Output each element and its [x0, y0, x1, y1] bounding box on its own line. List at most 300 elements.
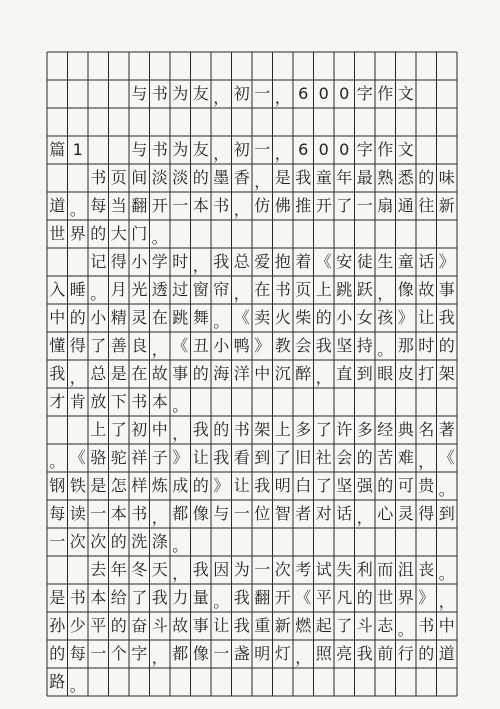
- grid-character: 最: [356, 168, 373, 187]
- grid-character: 本: [192, 196, 209, 215]
- grid-character: 小: [213, 336, 230, 355]
- grid-character: 初: [233, 140, 250, 159]
- grid-character: 我: [151, 588, 168, 607]
- grid-character: 中: [254, 364, 271, 383]
- grid-character: 驼: [110, 448, 127, 467]
- grid-character: 失: [336, 560, 353, 579]
- grid-character: 孩: [377, 308, 394, 327]
- grid-character: 帘: [213, 280, 230, 299]
- grid-character: 记: [90, 252, 107, 271]
- grid-character: 童: [315, 168, 332, 187]
- grid-character: 那: [397, 336, 414, 355]
- grid-character: 文: [397, 140, 414, 159]
- grid-character: 读: [69, 504, 86, 523]
- grid-character: 我: [438, 308, 455, 327]
- grid-character: 眼: [377, 364, 394, 383]
- grid-character: 经: [377, 420, 394, 439]
- grid-character: 一: [254, 560, 271, 579]
- grid-character: 与: [131, 84, 148, 103]
- grid-character: 得: [110, 252, 127, 271]
- grid-character: 个: [110, 644, 127, 663]
- grid-character: 灯: [274, 644, 291, 663]
- grid-character: 道: [49, 196, 66, 215]
- grid-character: 一: [90, 644, 107, 663]
- grid-character: ，: [151, 508, 168, 527]
- grid-character: 一: [233, 504, 250, 523]
- grid-character: 每: [49, 504, 66, 523]
- grid-character: 间: [131, 168, 148, 187]
- grid-character: 。: [397, 620, 414, 639]
- grid-character: 0: [318, 84, 329, 103]
- grid-character: 时: [418, 336, 435, 355]
- grid-character: 冬: [131, 560, 148, 579]
- grid-character: ，: [172, 564, 189, 583]
- grid-character: 我: [192, 560, 209, 579]
- grid-character: 我: [213, 448, 230, 467]
- grid-character: 大: [110, 224, 127, 243]
- grid-character: 洗: [131, 532, 148, 551]
- grid-character: 。: [438, 480, 455, 499]
- grid-character: 开: [315, 196, 332, 215]
- grid-character: 篇: [49, 140, 66, 159]
- grid-character: 会: [295, 336, 312, 355]
- grid-character: ，: [213, 144, 230, 163]
- grid-character: 睡: [69, 280, 86, 299]
- grid-character: 灵: [131, 308, 148, 327]
- grid-character: 了: [336, 196, 353, 215]
- grid-character: ，: [233, 200, 250, 219]
- grid-character: 1: [72, 140, 83, 159]
- grid-character: 我: [192, 420, 209, 439]
- grid-character: 》: [254, 336, 271, 355]
- grid-character: 是: [90, 476, 107, 495]
- grid-character: 考: [295, 560, 312, 579]
- grid-character: 志: [377, 616, 394, 635]
- grid-character: 初: [131, 420, 148, 439]
- grid-character: 火: [274, 308, 291, 327]
- grid-character: 本: [151, 392, 168, 411]
- grid-character: 因: [213, 560, 230, 579]
- grid-character: 我: [254, 476, 271, 495]
- grid-character: 话: [336, 504, 353, 523]
- grid-character: 与: [131, 140, 148, 159]
- grid-character: 在: [254, 280, 271, 299]
- grid-character: 一: [213, 644, 230, 663]
- grid-character: 涤: [151, 532, 168, 551]
- grid-character: 香: [233, 168, 250, 187]
- grid-character: 一: [49, 532, 66, 551]
- grid-character: 典: [397, 420, 414, 439]
- grid-character: 故: [418, 280, 435, 299]
- grid-character: 0: [318, 140, 329, 159]
- grid-character: 是: [110, 364, 127, 383]
- grid-character: 学: [151, 252, 168, 271]
- grid-character: 而: [377, 560, 394, 579]
- grid-character: 都: [172, 644, 189, 663]
- grid-character: 中: [151, 420, 168, 439]
- grid-character: 坚: [336, 336, 353, 355]
- grid-character: 难: [397, 448, 414, 467]
- grid-character: 了: [131, 588, 148, 607]
- grid-character: 了: [274, 448, 291, 467]
- grid-character: 0: [339, 84, 350, 103]
- grid-character: ，: [438, 592, 455, 611]
- grid-character: ，: [295, 648, 312, 667]
- grid-character: 舞: [192, 308, 209, 327]
- grid-character: 明: [254, 644, 271, 663]
- grid-character: 的: [315, 308, 332, 327]
- grid-character: 为: [172, 84, 189, 103]
- grid-character: 亮: [336, 644, 353, 663]
- grid-character: 名: [418, 420, 435, 439]
- grid-character: 我: [233, 588, 250, 607]
- grid-character: 一: [356, 196, 373, 215]
- grid-character: 钢: [49, 476, 66, 495]
- grid-character: 淡: [172, 168, 189, 187]
- grid-character: 界: [397, 588, 414, 607]
- grid-character: 到: [356, 364, 373, 383]
- grid-character: 善: [110, 336, 127, 355]
- grid-character: 鸭: [233, 336, 250, 355]
- grid-character: 开: [274, 588, 291, 607]
- grid-character: 的: [438, 336, 455, 355]
- grid-character: 下: [110, 392, 127, 411]
- grid-character: 佛: [274, 196, 291, 215]
- grid-character: 去: [90, 560, 107, 579]
- grid-character: 持: [356, 336, 373, 355]
- grid-character: 会: [336, 448, 353, 467]
- grid-character: 让: [418, 308, 435, 327]
- grid-character: 世: [49, 224, 66, 243]
- grid-character: 字: [131, 644, 148, 663]
- grid-character: 的: [356, 588, 373, 607]
- grid-character: 作: [377, 140, 394, 159]
- grid-character: 徒: [356, 252, 373, 271]
- grid-character: 。: [69, 200, 86, 219]
- grid-character: 。: [69, 676, 86, 695]
- grid-character: 故: [172, 616, 189, 635]
- grid-character: 在: [151, 308, 168, 327]
- grid-character: 每: [90, 196, 107, 215]
- grid-character: 灵: [397, 504, 414, 523]
- grid-character: 坚: [336, 476, 353, 495]
- grid-character: 作: [377, 84, 394, 103]
- grid-character: 话: [418, 252, 435, 271]
- grid-character: 海: [213, 364, 230, 383]
- grid-character: 书: [274, 280, 291, 299]
- grid-character: 骆: [90, 448, 107, 467]
- grid-character: 着: [295, 252, 312, 271]
- grid-character: 我: [295, 168, 312, 187]
- grid-character: 炼: [151, 476, 168, 495]
- grid-character: 本: [110, 504, 127, 523]
- grid-character: 。: [213, 312, 230, 331]
- grid-character: 味: [438, 168, 455, 187]
- grid-character: 时: [172, 252, 189, 271]
- grid-character: 我: [315, 336, 332, 355]
- grid-character: 熟: [377, 168, 394, 187]
- grid-character: 光: [131, 280, 148, 299]
- grid-character: 书: [151, 84, 168, 103]
- grid-character: 架: [254, 420, 271, 439]
- grid-character: 书: [90, 168, 107, 187]
- grid-character: ，: [315, 368, 332, 387]
- grid-character: 让: [213, 616, 230, 635]
- grid-character: 的: [213, 420, 230, 439]
- grid-character: 6: [298, 140, 309, 159]
- grid-character: 懂: [49, 336, 66, 355]
- grid-character: 总: [90, 364, 107, 383]
- grid-character: 精: [110, 308, 127, 327]
- grid-character: 。: [213, 592, 230, 611]
- grid-character: ，: [418, 452, 435, 471]
- grid-character: 沉: [274, 364, 291, 383]
- grid-character: 的: [377, 476, 394, 495]
- grid-character: 世: [377, 588, 394, 607]
- grid-character: 一: [90, 504, 107, 523]
- grid-character: ，: [213, 88, 230, 107]
- grid-character: 童: [397, 252, 414, 271]
- grid-character: 了: [315, 420, 332, 439]
- grid-character: 凡: [336, 588, 353, 607]
- grid-character: 故: [151, 364, 168, 383]
- grid-character: 路: [49, 672, 66, 691]
- grid-character: 像: [192, 644, 209, 663]
- grid-character: 得: [418, 504, 435, 523]
- grid-character: 的: [49, 644, 66, 663]
- grid-character: 智: [274, 504, 291, 523]
- grid-character: 翻: [131, 196, 148, 215]
- grid-character: 抱: [274, 252, 291, 271]
- grid-character: 我: [49, 364, 66, 383]
- grid-character: 书: [233, 420, 250, 439]
- grid-character: 《: [233, 308, 250, 327]
- grid-character: 》: [418, 588, 435, 607]
- grid-character: 页: [110, 168, 127, 187]
- grid-character: 仿: [254, 196, 271, 215]
- grid-character: 对: [315, 504, 332, 523]
- grid-character: 的: [418, 168, 435, 187]
- grid-character: 丧: [418, 560, 435, 579]
- grid-character: ，: [356, 508, 373, 527]
- grid-character: 的: [110, 616, 127, 635]
- grid-character: 许: [336, 420, 353, 439]
- grid-character: 放: [90, 392, 107, 411]
- grid-character: 我: [356, 644, 373, 663]
- grid-character: 往: [418, 196, 435, 215]
- grid-character: 新: [438, 196, 455, 215]
- grid-character: 《: [69, 448, 86, 467]
- grid-character: 小: [131, 252, 148, 271]
- grid-character: 良: [131, 336, 148, 355]
- grid-character: 是: [274, 168, 291, 187]
- grid-character: 书: [131, 392, 148, 411]
- grid-character: 重: [254, 616, 271, 635]
- grid-character: 书: [418, 616, 435, 635]
- grid-character: 悉: [397, 168, 414, 187]
- grid-character: 是: [49, 588, 66, 607]
- grid-character: 醉: [295, 364, 312, 383]
- grid-character: ，: [274, 88, 291, 107]
- grid-character: 次: [274, 560, 291, 579]
- grid-character: 墨: [213, 168, 230, 187]
- grid-character: 《: [172, 336, 189, 355]
- grid-character: 像: [397, 280, 414, 299]
- grid-character: 中: [49, 308, 66, 327]
- grid-character: ，: [69, 368, 86, 387]
- grid-character: 透: [151, 280, 168, 299]
- grid-character: 书: [131, 504, 148, 523]
- grid-character: 年: [336, 168, 353, 187]
- grid-character: 强: [356, 476, 373, 495]
- grid-character: 才: [49, 392, 66, 411]
- grid-character: 一: [172, 196, 189, 215]
- grid-character: 。: [90, 284, 107, 303]
- grid-character: 入: [49, 280, 66, 299]
- grid-character: 爱: [254, 252, 271, 271]
- grid-character: 》: [213, 476, 230, 495]
- grid-character: 女: [356, 308, 373, 327]
- grid-character: 给: [110, 588, 127, 607]
- grid-character: 。: [151, 228, 168, 247]
- grid-character: 字: [356, 84, 373, 103]
- grid-character: 月: [110, 280, 127, 299]
- grid-character: 我: [233, 616, 250, 635]
- grid-character: 盏: [233, 644, 250, 663]
- grid-character: 利: [356, 560, 373, 579]
- grid-character: 安: [336, 252, 353, 271]
- grid-character: 燃: [295, 616, 312, 635]
- grid-character: ，: [151, 648, 168, 667]
- grid-character: ，: [377, 284, 394, 303]
- grid-character: 界: [69, 224, 86, 243]
- grid-character: 打: [418, 364, 435, 383]
- grid-character: 小: [336, 308, 353, 327]
- grid-character: 年: [110, 560, 127, 579]
- grid-character: 生: [377, 252, 394, 271]
- grid-character: 的: [192, 476, 209, 495]
- grid-character: 新: [274, 616, 291, 635]
- grid-character: 铁: [69, 476, 86, 495]
- grid-character: 一: [254, 84, 271, 103]
- grid-character: 看: [233, 448, 250, 467]
- grid-character: 初: [233, 84, 250, 103]
- grid-character: 的: [192, 168, 209, 187]
- grid-character: 多: [356, 420, 373, 439]
- grid-character: 友: [192, 84, 209, 103]
- grid-character: 旧: [295, 448, 312, 467]
- grid-character: 每: [69, 644, 86, 663]
- grid-character: 跃: [356, 280, 373, 299]
- grid-character: 的: [418, 644, 435, 663]
- grid-character: 书: [151, 140, 168, 159]
- grid-character: 丑: [192, 336, 209, 355]
- grid-character: 著: [438, 420, 455, 439]
- grid-character: 上: [315, 280, 332, 299]
- grid-character: 中: [438, 616, 455, 635]
- grid-character: 可: [397, 476, 414, 495]
- grid-character: 当: [110, 196, 127, 215]
- grid-character: ，: [254, 172, 271, 191]
- grid-character: 多: [295, 420, 312, 439]
- grid-character: 社: [315, 448, 332, 467]
- grid-character: 洋: [233, 364, 250, 383]
- grid-character: 友: [192, 140, 209, 159]
- grid-character: 奋: [131, 616, 148, 635]
- grid-character: 。: [172, 396, 189, 415]
- grid-character: 斗: [151, 616, 168, 635]
- grid-character: 过: [172, 280, 189, 299]
- grid-character: 了: [336, 616, 353, 635]
- grid-character: 怎: [110, 476, 127, 495]
- grid-character: 柴: [295, 308, 312, 327]
- grid-character: 心: [377, 504, 394, 523]
- grid-character: 。: [49, 452, 66, 471]
- grid-character: 子: [151, 448, 168, 467]
- grid-character: 与: [213, 504, 230, 523]
- grid-character: 沮: [397, 560, 414, 579]
- grid-character: ，: [151, 340, 168, 359]
- grid-character: 平: [315, 588, 332, 607]
- grid-character: 《: [438, 448, 455, 467]
- grid-character: 次: [90, 532, 107, 551]
- grid-character: 在: [131, 364, 148, 383]
- grid-character: ，: [192, 256, 209, 275]
- grid-character: 都: [172, 504, 189, 523]
- grid-character: 》: [397, 308, 414, 327]
- grid-character: 像: [192, 504, 209, 523]
- grid-character: 的: [110, 532, 127, 551]
- grid-character: ，: [233, 284, 250, 303]
- grid-character: 教: [274, 336, 291, 355]
- grid-character: 翻: [254, 588, 271, 607]
- grid-character: 成: [172, 476, 189, 495]
- grid-character: 事: [192, 616, 209, 635]
- grid-character: 的: [192, 364, 209, 383]
- grid-character: 《: [295, 588, 312, 607]
- grid-character: 《: [315, 252, 332, 271]
- grid-character: 让: [192, 448, 209, 467]
- grid-character: 。: [438, 564, 455, 583]
- grid-character: 位: [254, 504, 271, 523]
- grid-character: 皮: [397, 364, 414, 383]
- grid-character: 窗: [192, 280, 209, 299]
- grid-character: 跳: [336, 280, 353, 299]
- grid-character: 事: [172, 364, 189, 383]
- grid-character: 道: [438, 644, 455, 663]
- grid-character: 文: [397, 84, 414, 103]
- grid-character: 肯: [69, 392, 86, 411]
- grid-character: 本: [90, 588, 107, 607]
- grid-character: 。: [172, 536, 189, 555]
- grid-character: 少: [69, 616, 86, 635]
- grid-character: 通: [397, 196, 414, 215]
- grid-character: 的: [69, 308, 86, 327]
- grid-character: 了: [110, 420, 127, 439]
- grid-character: 平: [90, 616, 107, 635]
- grid-character: 》: [172, 448, 189, 467]
- grid-character: 为: [172, 140, 189, 159]
- grid-character: 次: [69, 532, 86, 551]
- grid-character: 样: [131, 476, 148, 495]
- grid-character: 天: [151, 560, 168, 579]
- grid-character: 照: [315, 644, 332, 663]
- grid-character: 前: [377, 644, 394, 663]
- grid-character: 到: [254, 448, 271, 467]
- grid-character: 白: [295, 476, 312, 495]
- grid-character: 架: [438, 364, 455, 383]
- grid-character: ，: [172, 424, 189, 443]
